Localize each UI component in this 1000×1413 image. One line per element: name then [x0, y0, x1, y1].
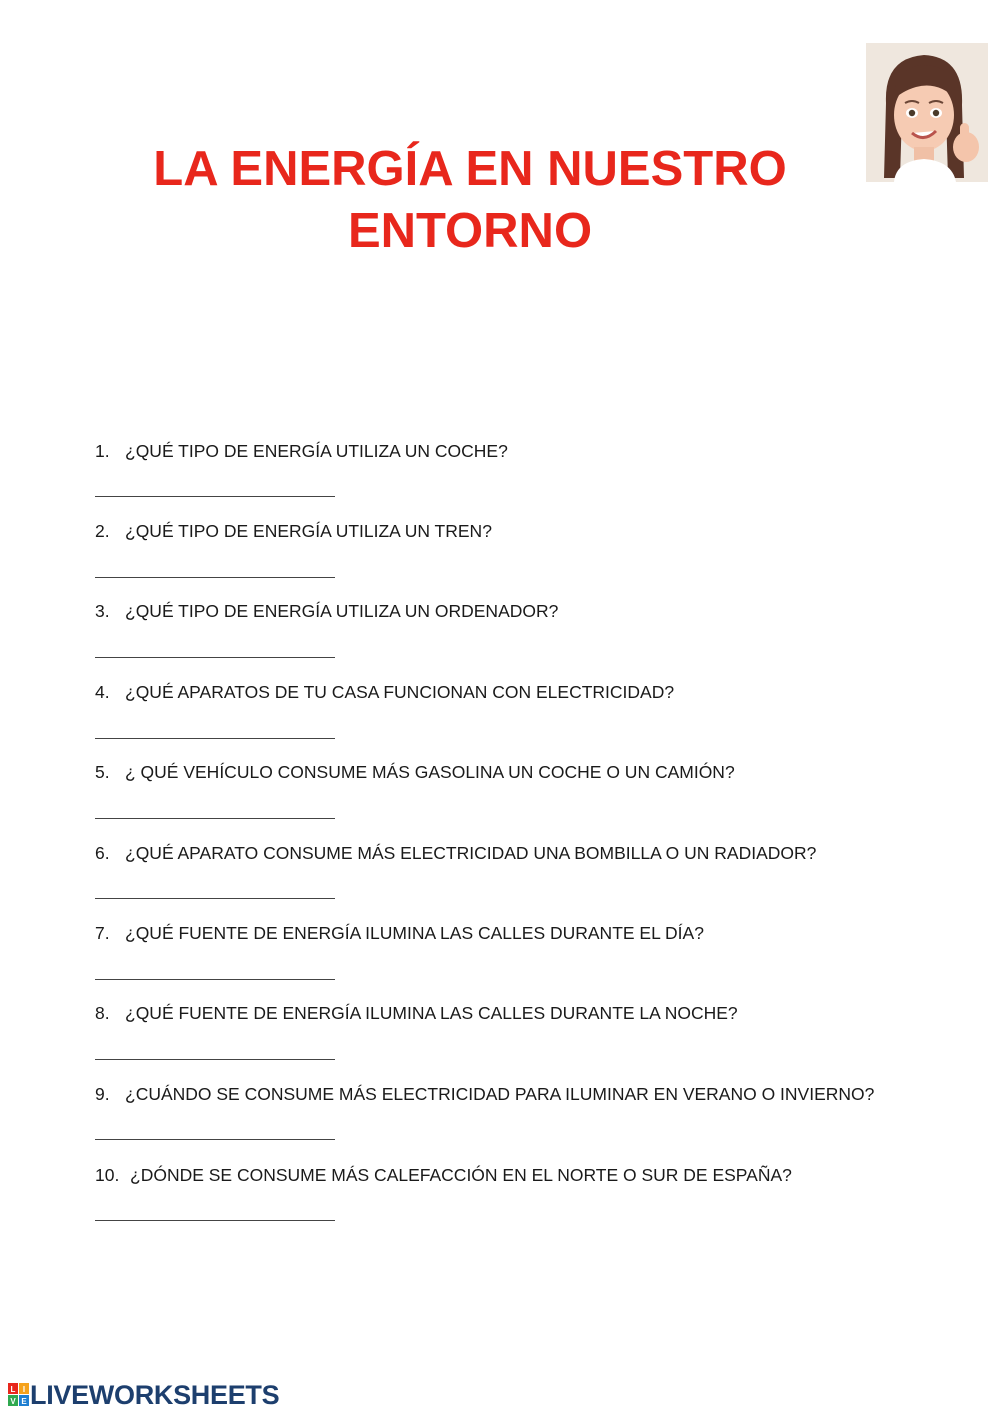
question-text: ¿QUÉ TIPO DE ENERGÍA UTILIZA UN ORDENADOR?: [125, 601, 559, 621]
question-number: 4.: [95, 682, 110, 702]
question-item: [95, 842, 816, 864]
question-number: 3.: [95, 601, 110, 621]
answer-line[interactable]: [95, 1059, 335, 1060]
answer-line[interactable]: [95, 1139, 335, 1140]
question-text: ¿QUÉ TIPO DE ENERGÍA UTILIZA UN COCHE?: [125, 441, 508, 461]
question-item: [95, 681, 674, 703]
footer-logo[interactable]: [8, 1380, 279, 1410]
question-number: 5.: [95, 762, 110, 782]
answer-line[interactable]: [95, 1220, 335, 1221]
question-text: ¿QUÉ FUENTE DE ENERGÍA ILUMINA LAS CALLES DURANTE LA NOCHE?: [125, 1003, 738, 1023]
liveworksheets-logo-icon: [8, 1383, 30, 1407]
logo-letter: L: [10, 1385, 16, 1394]
question-text: ¿QUÉ FUENTE DE ENERGÍA ILUMINA LAS CALLES DURANTE EL DÍA?: [125, 923, 704, 943]
answer-line[interactable]: [95, 818, 335, 819]
answer-line[interactable]: [95, 577, 335, 578]
question-number: 1.: [95, 441, 110, 461]
question-item: [95, 1083, 874, 1105]
page-title: LA ENERGÍA EN NUESTRO ENTORNO: [153, 142, 787, 258]
question-number: 6.: [95, 843, 110, 863]
brand-name: LIVEWORKSHEETS: [30, 1379, 280, 1410]
answer-line[interactable]: [95, 898, 335, 899]
question-text: ¿CUÁNDO SE CONSUME MÁS ELECTRICIDAD PARA ILUMINAR EN VERANO O INVIERNO?: [125, 1084, 875, 1104]
question-text: ¿QUÉ APARATO CONSUME MÁS ELECTRICIDAD UNA BOMBILLA O UN RADIADOR?: [125, 843, 817, 863]
question-text: ¿DÓNDE SE CONSUME MÁS CALEFACCIÓN EN EL NORTE O SUR DE ESPAÑA?: [130, 1165, 792, 1185]
question-item: [95, 1002, 738, 1024]
question-text: ¿ QUÉ VEHÍCULO CONSUME MÁS GASOLINA UN COCHE O UN CAMIÓN?: [125, 762, 735, 782]
question-number: 10.: [95, 1165, 120, 1185]
question-text: ¿QUÉ TIPO DE ENERGÍA UTILIZA UN TREN?: [125, 521, 492, 541]
answer-line[interactable]: [95, 738, 335, 739]
answer-line[interactable]: [95, 496, 335, 497]
logo-letter: E: [21, 1397, 27, 1406]
question-item: [95, 1164, 792, 1186]
question-item: [95, 520, 492, 542]
logo-letter: I: [22, 1385, 26, 1394]
logo-letter: V: [10, 1397, 16, 1406]
question-item: [95, 440, 508, 462]
answer-line[interactable]: [95, 657, 335, 658]
question-number: 8.: [95, 1003, 110, 1023]
question-item: [95, 761, 735, 783]
question-number: 7.: [95, 923, 110, 943]
question-item: [95, 922, 704, 944]
question-number: 2.: [95, 521, 110, 541]
question-number: 9.: [95, 1084, 110, 1104]
question-text: ¿QUÉ APARATOS DE TU CASA FUNCIONAN CON ELECTRICIDAD?: [125, 682, 675, 702]
answer-line[interactable]: [95, 979, 335, 980]
question-item: [95, 600, 558, 622]
